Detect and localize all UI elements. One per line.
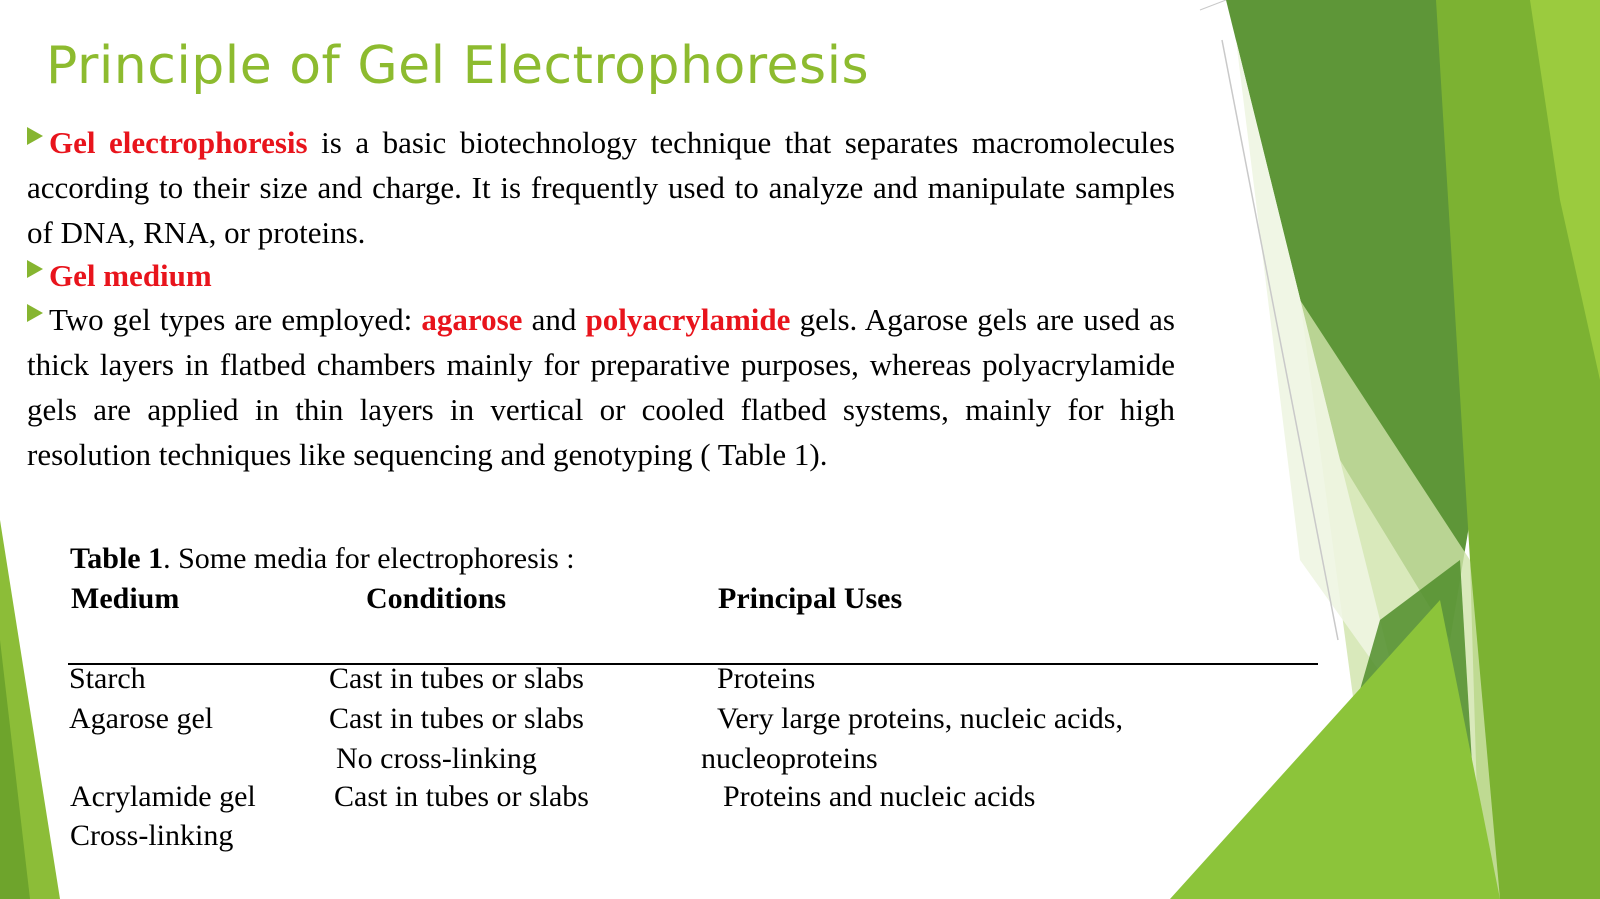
table-cell-medium: Acrylamide gel [70, 780, 256, 813]
paragraph-text: and [522, 302, 586, 337]
facet-edge-line-2 [1200, 0, 1226, 10]
table-cell-medium: Agarose gel [69, 702, 214, 735]
column-header-principal-uses: Principal Uses [718, 582, 903, 615]
column-header-medium: Medium [71, 582, 180, 615]
highlighted-heading: Gel medium [49, 258, 212, 293]
table-caption [70, 542, 575, 576]
green-triangle-bullet-icon [27, 304, 43, 322]
table-cell-conditions: No cross-linking [336, 742, 537, 775]
highlighted-term: agarose [421, 302, 523, 337]
table-cell-conditions: Cast in tubes or slabs [329, 662, 584, 695]
column-header-conditions: Conditions [366, 582, 507, 615]
table-cell-uses: Proteins [717, 662, 816, 695]
table-cell-conditions: Cast in tubes or slabs [329, 702, 584, 735]
paragraph-gel-types [27, 297, 1175, 477]
paragraph-gel-electrophoresis [27, 120, 1175, 255]
table-caption-text: . Some media for electrophoresis : [163, 542, 575, 575]
table-cell-uses: nucleoproteins [701, 742, 878, 775]
table-caption-label: Table 1 [70, 542, 164, 575]
header-divider [68, 663, 1318, 665]
page-title: Principle of Gel Electrophoresis [46, 36, 870, 96]
paragraph-text: is a basic biotechnology technique that separates macromolecules according to their size and charge. It is frequently used to analyze and manipulate samples of DNA, RNA, or proteins. [27, 125, 1175, 250]
table-cell-uses: Very large proteins, nucleic acids, [717, 702, 1123, 735]
table-cell-medium: Starch [69, 662, 146, 695]
table-cell-uses: Proteins and nucleic acids [723, 780, 1036, 813]
highlighted-term: Gel electrophoresis [49, 125, 308, 160]
paragraph-text: gels. Agarose gels are used as thick layers in flatbed chambers mainly for preparative purposes, whereas polyacrylamide gels are applied in thin layers in vertical or cooled flatbed systems, mainly for high resolution techniques like sequencing and genotyping ( Table 1). [27, 302, 1175, 472]
green-triangle-bullet-icon [27, 127, 43, 145]
green-triangle-bullet-icon [27, 260, 43, 278]
paragraph-gel-medium [27, 253, 1175, 298]
table-cell-conditions: Cast in tubes or slabs [334, 780, 589, 813]
paragraph-text: Two gel types are employed: [49, 302, 422, 337]
slide-body [27, 120, 1175, 477]
highlighted-term: polyacrylamide [585, 302, 791, 337]
table-cell-medium: Cross-linking [70, 819, 234, 852]
